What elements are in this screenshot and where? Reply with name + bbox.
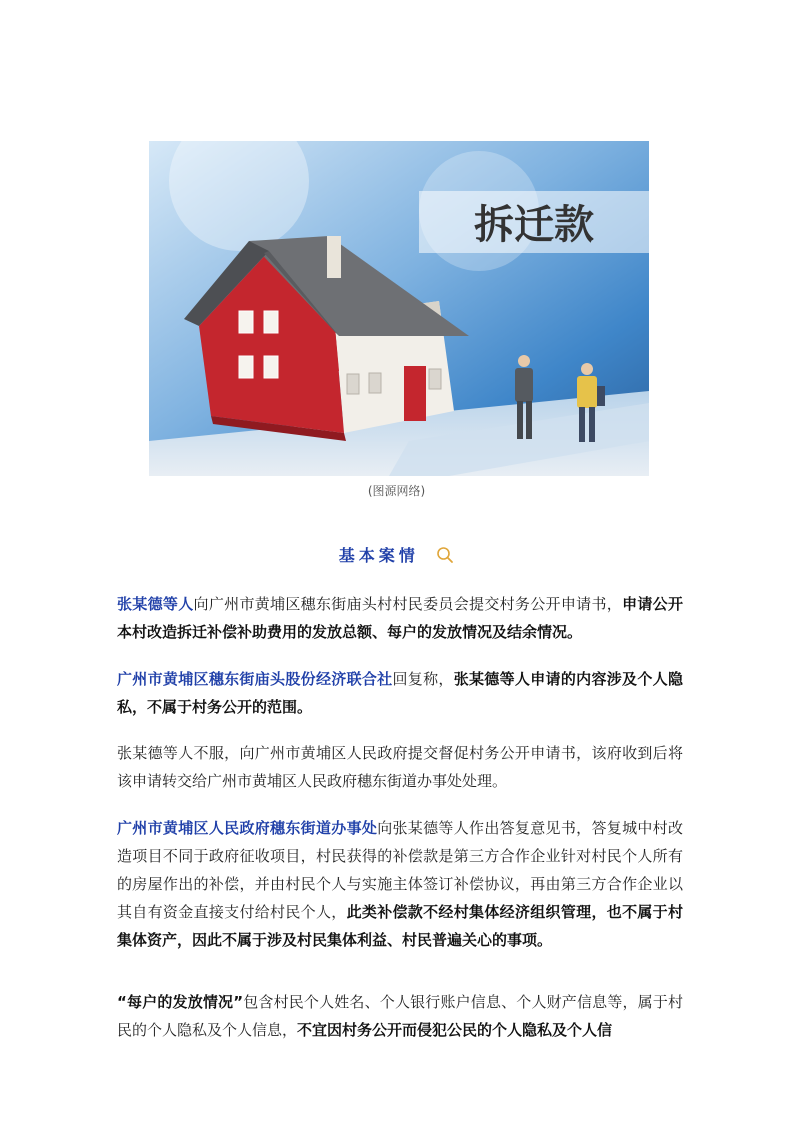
paragraph-1 bbox=[117, 590, 683, 646]
paragraph-2 bbox=[117, 665, 683, 721]
paragraph-text: 回复称， bbox=[392, 670, 454, 688]
paragraph-text: 包含村民个人姓名、个人银行账户信息、个人财产信息等，属于村民的个人隐私及个人信息， bbox=[117, 993, 683, 1039]
section-heading bbox=[0, 543, 793, 568]
emphasis-lead: “每户的发放情况” bbox=[117, 993, 244, 1011]
paragraph-5 bbox=[117, 988, 683, 1044]
overlay-label: 拆迁款 bbox=[474, 202, 594, 248]
entity-name: 广州市黄埔区人民政府穗东街道办事处 bbox=[117, 819, 378, 837]
paragraph-3 bbox=[117, 739, 683, 795]
emphasis-text: 张某德等人申请的内容涉及个人隐私，不属于村务公开的范围。 bbox=[117, 670, 683, 716]
paragraph-4 bbox=[117, 814, 683, 954]
emphasis-text: 申请公开本村改造拆迁补偿补助费用的发放总额、每户的发放情况及结余情况。 bbox=[117, 595, 683, 641]
emphasis-text: 此类补偿款不经村集体经济组织管理，也不属于村集体资产，因此不属于涉及村民集体利益、村民普遍关心的事项。 bbox=[117, 903, 683, 949]
paragraph-text: 向广州市黄埔区穗东街庙头村村民委员会提交村务公开申请书， bbox=[193, 595, 623, 613]
emphasis-text: 不宜因村务公开而侵犯公民的个人隐私及个人信 bbox=[297, 1021, 613, 1039]
entity-name: 张某德等人 bbox=[117, 595, 194, 613]
section-title-text: 基本案情 bbox=[338, 546, 419, 565]
paragraph-text: 张某德等人不服，向广州市黄埔区人民政府提交督促村务公开申请书，该府收到后将该申请转交给广州市黄埔区人民政府穗东街道办事处处理。 bbox=[117, 744, 683, 790]
image-caption: (图源网络) bbox=[367, 484, 426, 498]
paragraph-text: 向张某德等人作出答复意见书，答复城中村改造项目不同于政府征收项目，村民获得的补偿款是第三方合作企业针对村民个人所有的房屋作出的补偿，并由村民个人与实施主体签订补偿协议，再由第三方合作企业以其自有资金直接支付给村民个人， bbox=[117, 819, 683, 921]
search-icon bbox=[436, 546, 454, 568]
entity-name: 广州市黄埔区穗东街庙头股份经济联合社 bbox=[117, 670, 393, 688]
hero-image bbox=[149, 141, 649, 476]
